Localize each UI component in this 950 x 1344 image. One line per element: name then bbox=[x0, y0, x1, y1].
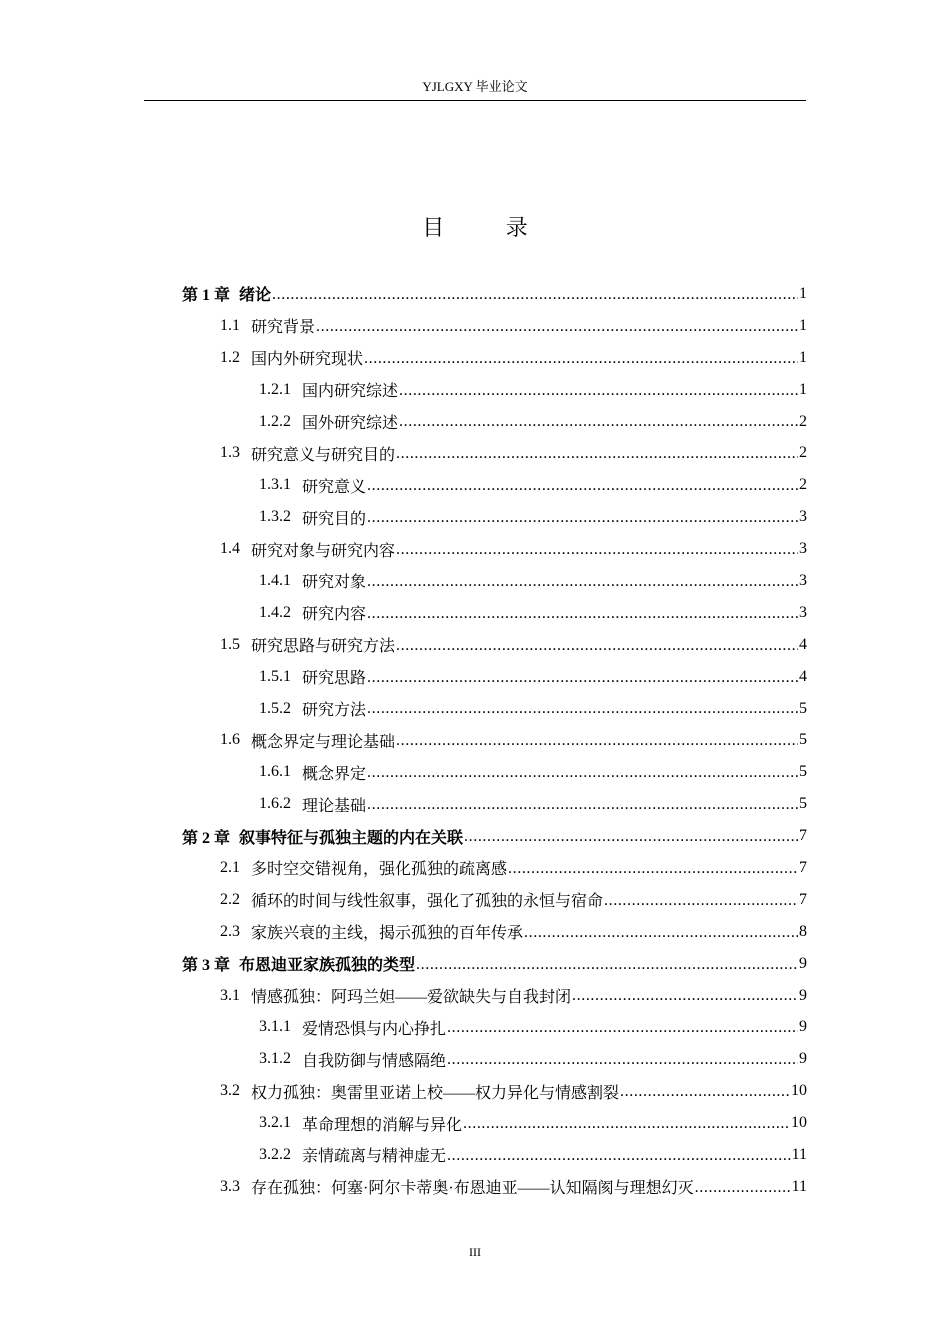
dot-leader bbox=[524, 922, 798, 944]
toc-entry-number: 3.1.2 bbox=[259, 1050, 291, 1068]
dot-leader bbox=[364, 348, 798, 370]
toc-entry[interactable] bbox=[182, 501, 807, 533]
toc-entry-number: 3.1.1 bbox=[259, 1018, 291, 1036]
toc-entry-number: 2.3 bbox=[220, 922, 240, 940]
toc-entry-number: 3.1 bbox=[220, 986, 240, 1004]
toc-entry-number: 1.2 bbox=[220, 348, 240, 366]
toc-entry-title: 布恩迪亚家族孤独的类型 bbox=[239, 957, 416, 975]
toc-entry-title: 研究思路与研究方法 bbox=[251, 638, 396, 656]
toc-entry-page: 2 bbox=[799, 412, 807, 430]
toc-entry-page: 7 bbox=[799, 890, 807, 908]
toc-entry-page: 5 bbox=[799, 699, 807, 717]
toc-entry-number: 3.2.1 bbox=[259, 1114, 291, 1132]
dot-leader bbox=[464, 826, 798, 848]
toc-entry-title: 多时空交错视角，强化孤独的疏离感 bbox=[251, 861, 508, 879]
toc-entry-page: 11 bbox=[791, 1177, 807, 1195]
header-rule bbox=[144, 100, 806, 101]
dot-leader bbox=[367, 475, 798, 497]
toc-entry-page: 4 bbox=[799, 635, 807, 653]
dot-leader bbox=[396, 443, 798, 465]
dot-leader bbox=[695, 1177, 791, 1199]
toc-entry-number: 3.3 bbox=[220, 1177, 240, 1195]
toc-entry-title: 家族兴衰的主线，揭示孤独的百年传承 bbox=[251, 925, 524, 943]
toc-entry-page: 5 bbox=[799, 795, 807, 813]
toc-entry-page: 4 bbox=[799, 667, 807, 685]
toc-entry[interactable] bbox=[182, 1171, 807, 1203]
toc-entry[interactable] bbox=[182, 374, 807, 406]
dot-leader bbox=[367, 571, 798, 593]
toc-entry-page: 3 bbox=[799, 603, 807, 621]
toc-entry[interactable] bbox=[182, 852, 807, 884]
toc-entry-title: 绪论 bbox=[239, 287, 272, 305]
toc-entry-page: 2 bbox=[799, 444, 807, 462]
toc-entry[interactable] bbox=[182, 437, 807, 469]
toc-entry-page: 9 bbox=[799, 1018, 807, 1036]
toc-entry-number: 第 3 章 bbox=[182, 957, 231, 975]
toc-entry-title: 研究思路 bbox=[302, 670, 367, 688]
toc-entry-page: 1 bbox=[799, 380, 807, 398]
running-header: YJLGXY 毕业论文 bbox=[422, 79, 528, 94]
toc-entry-title: 研究对象与研究内容 bbox=[251, 542, 396, 560]
dot-leader bbox=[272, 284, 798, 306]
toc-entry-title: 国内研究综述 bbox=[302, 383, 399, 401]
toc-entry[interactable] bbox=[182, 533, 807, 565]
table-of-contents bbox=[182, 278, 807, 1203]
toc-entry-title: 研究内容 bbox=[302, 606, 367, 624]
toc-entry[interactable] bbox=[182, 661, 807, 693]
toc-entry[interactable] bbox=[182, 948, 807, 980]
toc-entry-number: 1.4.2 bbox=[259, 603, 291, 621]
toc-entry-number: 1.3 bbox=[220, 444, 240, 462]
toc-entry-title: 权力孤独：奥雷里亚诺上校——权力异化与情感割裂 bbox=[251, 1084, 620, 1102]
dot-leader bbox=[316, 316, 798, 338]
toc-entry-title: 概念界定 bbox=[302, 765, 367, 783]
dot-leader bbox=[508, 858, 798, 880]
toc-entry-title: 概念界定与理论基础 bbox=[251, 733, 396, 751]
toc-entry[interactable] bbox=[182, 1011, 807, 1043]
toc-entry[interactable] bbox=[182, 788, 807, 820]
toc-entry-page: 1 bbox=[799, 348, 807, 366]
toc-entry[interactable] bbox=[182, 724, 807, 756]
toc-entry-page: 3 bbox=[799, 540, 807, 558]
toc-entry[interactable] bbox=[182, 565, 807, 597]
dot-leader bbox=[367, 794, 798, 816]
toc-entry-number: 第 2 章 bbox=[182, 829, 231, 847]
toc-entry-number: 1.4.1 bbox=[259, 571, 291, 589]
toc-entry-number: 1.3.2 bbox=[259, 508, 291, 526]
toc-entry-number: 2.1 bbox=[220, 858, 240, 876]
dot-leader bbox=[367, 603, 798, 625]
toc-entry-number: 1.5.1 bbox=[259, 667, 291, 685]
toc-entry-title: 爱情恐惧与内心挣扎 bbox=[302, 1020, 447, 1038]
toc-entry-title: 情感孤独：阿玛兰妲——爱欲缺失与自我封闭 bbox=[251, 989, 572, 1007]
dot-leader bbox=[416, 954, 798, 976]
toc-entry-number: 1.1 bbox=[220, 316, 240, 334]
toc-entry-number: 1.6 bbox=[220, 731, 240, 749]
toc-entry-title: 国外研究综述 bbox=[302, 415, 399, 432]
toc-entry-title: 研究对象 bbox=[302, 574, 367, 592]
toc-entry-title: 存在孤独：何塞·阿尔卡蒂奥·布恩迪亚——认知隔阂与理想幻灭 bbox=[251, 1180, 694, 1198]
dot-leader bbox=[463, 1113, 790, 1135]
toc-entry-page: 3 bbox=[799, 508, 807, 526]
toc-entry-page: 10 bbox=[791, 1114, 807, 1132]
toc-entry-number: 1.5 bbox=[220, 635, 240, 653]
toc-entry-page: 3 bbox=[799, 571, 807, 589]
toc-entry[interactable] bbox=[182, 916, 807, 948]
toc-entry-number: 3.2.2 bbox=[259, 1145, 291, 1163]
toc-entry-page: 8 bbox=[799, 922, 807, 940]
toc-entry[interactable] bbox=[182, 597, 807, 629]
dot-leader bbox=[399, 380, 798, 402]
toc-entry-title: 理论基础 bbox=[302, 797, 367, 815]
toc-entry[interactable] bbox=[182, 278, 807, 310]
toc-entry-title: 研究背景 bbox=[251, 319, 316, 337]
dot-leader bbox=[620, 1081, 790, 1103]
toc-entry[interactable] bbox=[182, 884, 807, 916]
toc-entry-page: 9 bbox=[799, 1050, 807, 1068]
dot-leader bbox=[572, 985, 798, 1007]
toc-entry[interactable] bbox=[182, 1075, 807, 1107]
toc-entry-title: 亲情疏离与精神虚无 bbox=[302, 1148, 447, 1166]
toc-entry-page: 9 bbox=[799, 986, 807, 1004]
toc-entry-page: 1 bbox=[799, 316, 807, 334]
toc-entry[interactable] bbox=[182, 469, 807, 501]
toc-entry-number: 第 1 章 bbox=[182, 287, 231, 305]
toc-entry-title: 革命理想的消解与异化 bbox=[302, 1116, 463, 1134]
toc-entry-page: 9 bbox=[799, 954, 807, 972]
toc-entry-title: 叙事特征与孤独主题的内在关联 bbox=[239, 829, 464, 847]
dot-leader bbox=[447, 1049, 798, 1071]
dot-leader bbox=[396, 635, 798, 657]
toc-entry-page: 1 bbox=[799, 284, 807, 302]
toc-entry[interactable] bbox=[182, 1139, 807, 1171]
toc-entry-page: 7 bbox=[799, 858, 807, 876]
toc-entry-number: 1.2.2 bbox=[259, 412, 291, 430]
toc-entry-page: 5 bbox=[799, 763, 807, 781]
toc-entry[interactable] bbox=[182, 310, 807, 342]
page-number: III bbox=[469, 1245, 481, 1259]
toc-entry-number: 2.2 bbox=[220, 890, 240, 908]
toc-entry[interactable] bbox=[182, 693, 807, 725]
toc-entry-title: 循环的时间与线性叙事，强化了孤独的永恒与宿命 bbox=[251, 893, 604, 911]
toc-entry-page: 10 bbox=[791, 1082, 807, 1100]
toc-entry-title: 研究意义 bbox=[302, 478, 367, 496]
toc-entry-number: 1.6.1 bbox=[259, 763, 291, 781]
toc-entry[interactable] bbox=[182, 756, 807, 788]
toc-entry-number: 1.2.1 bbox=[259, 380, 291, 398]
toc-entry[interactable] bbox=[182, 629, 807, 661]
toc-entry[interactable] bbox=[182, 406, 807, 438]
toc-entry-title: 研究目的 bbox=[302, 510, 367, 528]
dot-leader bbox=[447, 1145, 791, 1167]
dot-leader bbox=[447, 1017, 798, 1039]
dot-leader bbox=[396, 730, 798, 752]
toc-entry-title: 研究意义与研究目的 bbox=[251, 446, 396, 464]
dot-leader bbox=[367, 667, 798, 689]
toc-entry-number: 1.5.2 bbox=[259, 699, 291, 717]
toc-entry-title: 自我防御与情感隔绝 bbox=[302, 1052, 447, 1070]
toc-entry-page: 7 bbox=[799, 827, 807, 845]
toc-entry-title: 研究方法 bbox=[302, 702, 367, 720]
toc-entry-number: 1.4 bbox=[220, 540, 240, 558]
toc-entry[interactable] bbox=[182, 1043, 807, 1075]
toc-entry-number: 1.6.2 bbox=[259, 795, 291, 813]
page-title: 目 录 bbox=[422, 215, 556, 240]
toc-entry-number: 1.3.1 bbox=[259, 476, 291, 494]
toc-entry-page: 2 bbox=[799, 476, 807, 494]
dot-leader bbox=[367, 762, 798, 784]
toc-entry-number: 3.2 bbox=[220, 1082, 240, 1100]
dot-leader bbox=[396, 539, 798, 561]
toc-entry[interactable] bbox=[182, 980, 807, 1012]
toc-entry[interactable] bbox=[182, 1107, 807, 1139]
toc-entry[interactable] bbox=[182, 342, 807, 374]
toc-entry-title: 国内外研究现状 bbox=[251, 351, 364, 369]
dot-leader bbox=[367, 507, 798, 529]
dot-leader bbox=[604, 890, 798, 912]
toc-entry-page: 5 bbox=[799, 731, 807, 749]
dot-leader bbox=[399, 411, 798, 433]
toc-entry[interactable] bbox=[182, 820, 807, 852]
dot-leader bbox=[367, 698, 798, 720]
toc-entry-page: 11 bbox=[791, 1145, 807, 1163]
